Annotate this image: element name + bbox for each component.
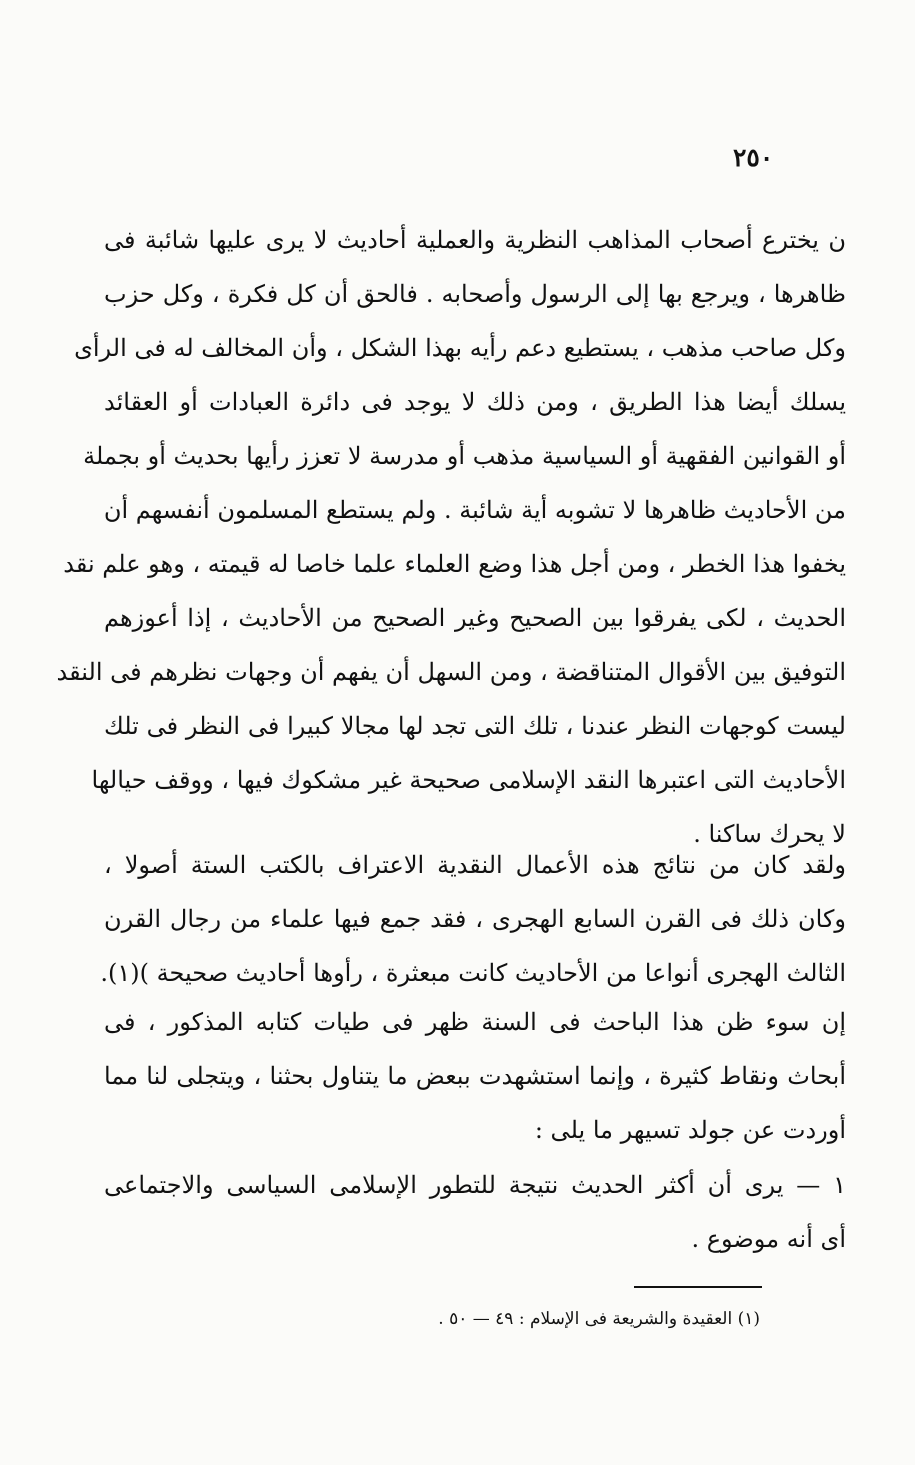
text-line: أوردت عن جولد تسيهر ما يلى : bbox=[534, 1116, 846, 1144]
text-line: ن يخترع أصحاب المذاهب النظرية والعملية أحاديث لا يرى عليها شائبة فى bbox=[104, 226, 846, 254]
text-line: ليست كوجهات النظر عندنا ، تلك التى تجد لها مجالا كبيرا فى النظر فى تلك bbox=[104, 712, 846, 740]
text-line: أى أنه موضوع . bbox=[691, 1225, 846, 1253]
text-line: أبحاث ونقاط كثيرة ، وإنما استشهدت ببعض ما يتناول بحثنا ، ويتجلى لنا مما bbox=[104, 1062, 846, 1090]
text-line: يخفوا هذا الخطر ، ومن أجل هذا وضع العلماء علما خاصا له قيمته ، وهو علم نقد bbox=[63, 550, 846, 578]
text-line: ظاهرها ، ويرجع بها إلى الرسول وأصحابه . فالحق أن كل فكرة ، وكل حزب bbox=[104, 280, 846, 308]
paragraph-1 bbox=[56, 213, 846, 861]
text-line: التوفيق بين الأقوال المتناقضة ، ومن السهل أن يفهم أن وجهات نظرهم فى النقد bbox=[56, 658, 846, 686]
text-line: وكان ذلك فى القرن السابع الهجرى ، فقد جمع فيها علماء من رجال القرن bbox=[104, 905, 846, 933]
text-line: لا يحرك ساكنا . bbox=[693, 820, 846, 848]
text-line: يسلك أيضا هذا الطريق ، ومن ذلك لا يوجد فى دائرة العبادات أو العقائد bbox=[104, 388, 846, 416]
text-line: ١ — يرى أن أكثر الحديث نتيجة للتطور الإسلامى السياسى والاجتماعى bbox=[104, 1171, 846, 1199]
text-line: إن سوء ظن هذا الباحث فى السنة ظهر فى طيات كتابه المذكور ، فى bbox=[104, 1008, 847, 1036]
text-line: أو القوانين الفقهية أو السياسية مذهب أو مدرسة لا تعزز رأيها بحديث أو بجملة bbox=[83, 442, 846, 470]
footnote: (١) العقيدة والشريعة فى الإسلام : ٤٩ — ٥٠ . bbox=[438, 1309, 760, 1329]
paragraph-2 bbox=[100, 838, 846, 1000]
text-line: وكل صاحب مذهب ، يستطيع دعم رأيه بهذا الشكل ، وأن المخالف له فى الرأى bbox=[74, 334, 846, 362]
text-line: الحديث ، لكى يفرقوا بين الصحيح وغير الصحيح من الأحاديث ، إذا أعوزهم bbox=[104, 604, 846, 632]
paragraph-3 bbox=[104, 995, 846, 1157]
page-number: ٢٥٠ bbox=[733, 143, 774, 172]
text-line: الثالث الهجرى أنواعا من الأحاديث كانت مبعثرة ، رأوها أحاديث صحيحة )(١). bbox=[100, 959, 846, 987]
footnote-divider bbox=[634, 1286, 762, 1288]
text-line: الأحاديث التى اعتبرها النقد الإسلامى صحيحة غير مشكوك فيها ، ووقف حيالها bbox=[91, 766, 846, 794]
text-line: ولقد كان من نتائج هذه الأعمال النقدية الاعتراف بالكتب الستة أصولا ، bbox=[104, 851, 846, 879]
text-line: من الأحاديث ظاهرها لا تشوبه أية شائبة . ولم يستطع المسلمون أنفسهم أن bbox=[103, 496, 846, 524]
paragraph-4 bbox=[104, 1158, 846, 1266]
